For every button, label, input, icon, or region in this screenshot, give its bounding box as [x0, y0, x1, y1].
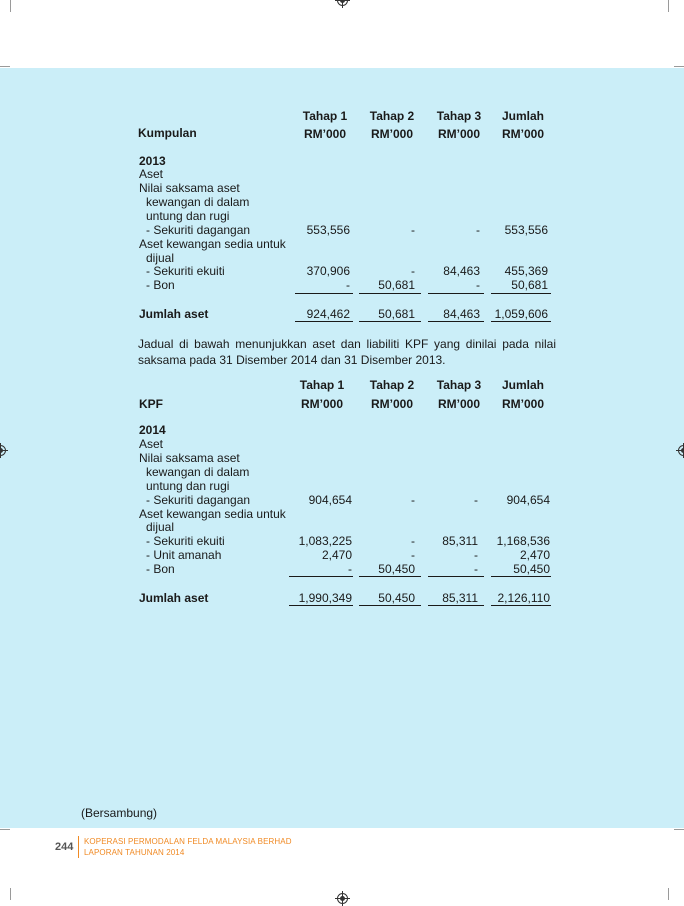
cell-tahap2: -	[411, 264, 415, 278]
cell-jumlah: 50,450	[513, 562, 550, 576]
total-tahap2: 50,681	[378, 307, 415, 321]
total-rule	[359, 321, 421, 322]
crop-mark	[10, 0, 11, 12]
category-line: dijual	[146, 251, 175, 265]
cell-tahap3: 84,463	[443, 264, 480, 278]
subtotal-rule	[428, 576, 484, 577]
subtotal-rule	[289, 576, 353, 577]
total-label: Jumlah aset	[139, 307, 209, 321]
crop-mark	[674, 66, 684, 67]
row-label: - Sekuriti ekuiti	[146, 534, 225, 548]
category-line: dijual	[146, 520, 175, 534]
total-rule	[491, 605, 551, 606]
row-label: - Bon	[146, 278, 175, 292]
col-unit: RM’000	[300, 397, 344, 411]
crop-mark	[668, 888, 669, 900]
cell-tahap2: -	[411, 493, 415, 507]
cell-jumlah: 1,168,536	[496, 534, 550, 548]
cell-jumlah: 455,369	[504, 264, 548, 278]
footer-divider	[78, 836, 79, 858]
col-header-tahap3: Tahap 3	[436, 109, 482, 123]
intro-paragraph: Jadual di bawah menunjukkan aset dan liabiliti KPF yang dinilai pada nilai saksama pada 31 Disember 2014 dan 31 Disember 2013.	[138, 337, 556, 367]
row-label: - Sekuriti dagangan	[146, 223, 251, 237]
col-unit: RM’000	[501, 127, 545, 141]
col-header-tahap2: Tahap 2	[369, 109, 415, 123]
registration-mark-icon	[678, 445, 684, 456]
cell-tahap3: 85,311	[442, 534, 478, 548]
group-label: Kumpulan	[138, 126, 197, 140]
subtotal-rule	[359, 293, 421, 294]
crop-mark	[674, 829, 684, 830]
crop-mark	[0, 829, 10, 830]
cell-tahap2: 50,450	[378, 562, 415, 576]
subtotal-rule	[359, 576, 421, 577]
footer-report-title: LAPORAN TAHUNAN 2014	[84, 848, 185, 857]
total-label: Jumlah aset	[139, 591, 209, 605]
category-line: Aset	[139, 437, 164, 451]
registration-mark-icon	[337, 0, 348, 6]
row-label: - Sekuriti ekuiti	[146, 264, 225, 278]
total-tahap1: 924,462	[306, 307, 350, 321]
cell-tahap1: -	[348, 562, 352, 576]
cell-jumlah: 50,681	[511, 278, 548, 292]
col-header-tahap3: Tahap 3	[436, 378, 482, 392]
subtotal-rule	[491, 293, 551, 294]
cell-tahap1: -	[346, 278, 350, 292]
category-line: Nilai saksama aset	[139, 181, 240, 195]
page-number: 244	[55, 841, 74, 853]
year-label: 2013	[139, 154, 166, 168]
cell-tahap2: -	[411, 534, 415, 548]
registration-mark-icon	[337, 893, 348, 904]
total-rule	[491, 321, 551, 322]
continued-note: (Bersambung)	[81, 806, 158, 820]
cell-tahap2: 50,681	[378, 278, 415, 292]
cell-tahap1: 2,470	[321, 548, 352, 562]
category-line: Aset kewangan sedia untuk	[139, 237, 286, 251]
footer-organisation: KOPERASI PERMODALAN FELDA MALAYSIA BERHAD	[84, 837, 292, 846]
total-rule	[359, 605, 421, 606]
total-rule	[428, 605, 484, 606]
cell-tahap3: -	[474, 562, 478, 576]
crop-mark	[0, 66, 10, 67]
total-rule	[295, 321, 353, 322]
total-tahap3: 85,311	[442, 591, 478, 605]
cell-tahap1: 1,083,225	[298, 534, 352, 548]
category-line: kewangan di dalam	[146, 195, 250, 209]
content-panel	[0, 68, 684, 828]
total-rule	[428, 321, 484, 322]
category-line: Aset kewangan sedia untuk	[139, 507, 286, 521]
category-line: untung dan rugi	[146, 209, 230, 223]
total-rule	[289, 605, 353, 606]
col-unit: RM’000	[501, 397, 545, 411]
subtotal-rule	[295, 293, 353, 294]
row-label: - Bon	[146, 562, 175, 576]
col-unit: RM’000	[303, 127, 347, 141]
cell-tahap3: -	[474, 493, 478, 507]
subtotal-rule	[491, 576, 551, 577]
col-unit: RM’000	[437, 127, 481, 141]
col-unit: RM’000	[370, 397, 414, 411]
cell-jumlah: 2,470	[519, 548, 550, 562]
col-header-tahap1: Tahap 1	[299, 378, 345, 392]
total-tahap2: 50,450	[378, 591, 415, 605]
year-label: 2014	[139, 423, 166, 437]
cell-tahap1: 904,654	[308, 493, 352, 507]
cell-tahap3: -	[476, 223, 480, 237]
crop-mark	[668, 0, 669, 12]
cell-tahap1: 370,906	[306, 264, 350, 278]
category-line: kewangan di dalam	[146, 465, 250, 479]
cell-tahap1: 553,556	[306, 223, 350, 237]
cell-jumlah: 904,654	[506, 493, 550, 507]
row-label: - Unit amanah	[146, 548, 222, 562]
total-jumlah: 1,059,606	[494, 307, 548, 321]
total-tahap3: 84,463	[443, 307, 480, 321]
row-label: - Sekuriti dagangan	[146, 493, 251, 507]
category-line: Aset	[139, 167, 164, 181]
category-line: Nilai saksama aset	[139, 451, 240, 465]
cell-tahap2: -	[411, 223, 415, 237]
col-unit: RM’000	[370, 127, 414, 141]
total-jumlah: 2,126,110	[497, 591, 550, 605]
cell-tahap2: -	[411, 548, 415, 562]
cell-tahap3: -	[474, 548, 478, 562]
col-header-tahap2: Tahap 2	[369, 378, 415, 392]
col-header-tahap1: Tahap 1	[302, 109, 348, 123]
subtotal-rule	[428, 293, 484, 294]
cell-tahap3: -	[476, 278, 480, 292]
cell-jumlah: 553,556	[504, 223, 548, 237]
crop-mark	[10, 888, 11, 900]
total-tahap1: 1,990,349	[298, 591, 352, 605]
col-header-jumlah: Jumlah	[501, 109, 544, 123]
col-unit: RM’000	[437, 397, 481, 411]
group-label: KPF	[139, 397, 163, 411]
category-line: untung dan rugi	[146, 479, 230, 493]
col-header-jumlah: Jumlah	[501, 378, 544, 392]
